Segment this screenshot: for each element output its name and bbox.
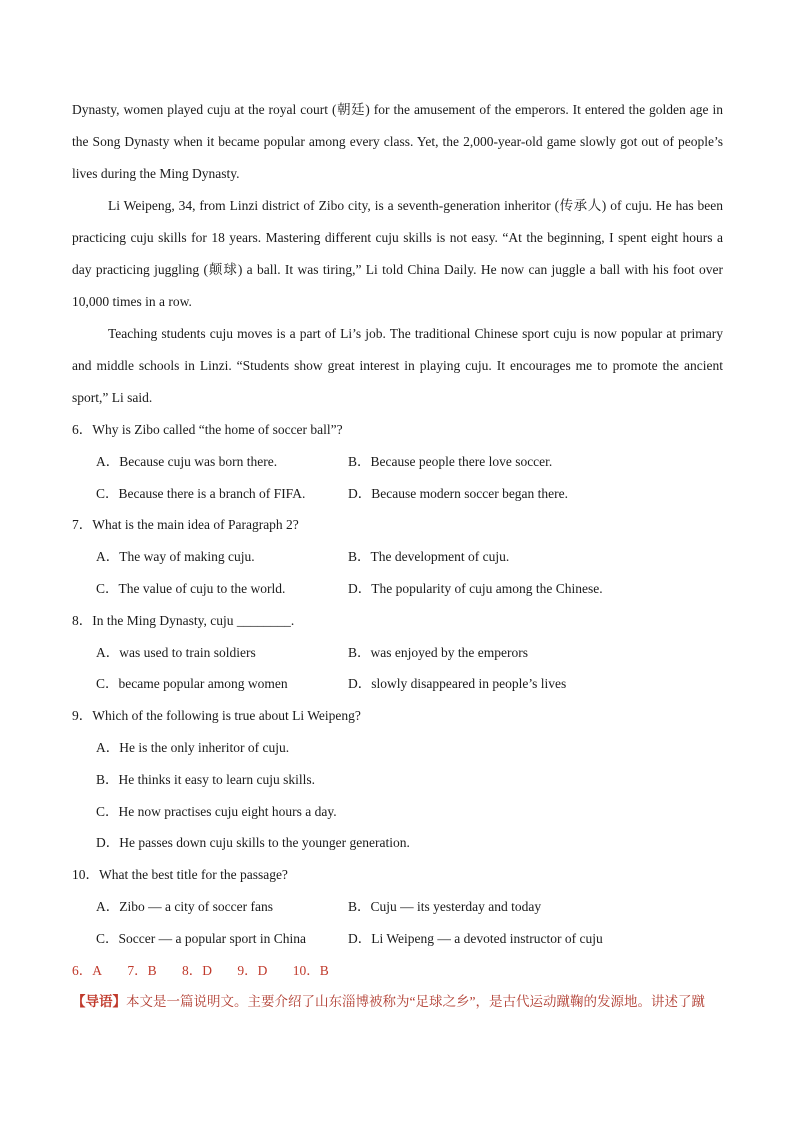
option-b[interactable]: B．Cuju — its yesterday and today: [348, 898, 542, 914]
passage-paragraph-2: Li Weipeng, 34, from Linzi district of Zibo city, is a seventh-generation inheritor (传承人) of cuju. He has been practicing cuju skills for 18 years. Mastering different cuju skills is not easy. “At the beginning, I spent eight hours a day practicing juggling (颠球) a ball. It was tiring,” Li told China Daily. He now can juggle a ball with his foot over 10,000 times in a row.: [72, 198, 723, 309]
question-7: [72, 509, 723, 604]
question-stem: 7．What is the main idea of Paragraph 2?: [72, 517, 299, 533]
question-8: [72, 605, 723, 700]
option-c[interactable]: C．The value of cuju to the world.: [96, 580, 286, 596]
passage-paragraph-1: Dynasty, women played cuju at the royal court (朝廷) for the amusement of the emperors. It entered the golden age in the Song Dynasty when it became popular among every class. Yet, the 2,000-year-old game slowly got out of people’s lives during the Ming Dynasty.: [72, 102, 723, 181]
option-a[interactable]: A．Zibo — a city of soccer fans: [96, 898, 273, 914]
option-c[interactable]: C．became popular among women: [96, 676, 288, 692]
guide-paragraph: [72, 986, 723, 1018]
question-stem: 10．What the best title for the passage?: [72, 867, 288, 883]
question-stem: 8．In the Ming Dynasty, cuju ________.: [72, 612, 295, 628]
answer-10: 10．B: [292, 962, 329, 978]
options-row: [72, 891, 723, 923]
answer-6: 6．A: [72, 962, 102, 978]
passage-paragraph-3: Teaching students cuju moves is a part of Li’s job. The traditional Chinese sport cuju is now popular at primary and middle schools in Linzi. “Students show great interest in playing cuju. It encourages me to promote the ancient sport,” Li said.: [72, 326, 723, 405]
option-d[interactable]: D．Because modern soccer began there.: [348, 485, 569, 501]
option-a[interactable]: A．The way of making cuju.: [96, 549, 255, 565]
options-row: [72, 668, 723, 700]
answer-key: [72, 955, 723, 987]
options-row: [72, 446, 723, 478]
option-b[interactable]: B．He thinks it easy to learn cuju skills.: [96, 771, 315, 787]
document-page: [72, 94, 723, 1018]
option-b[interactable]: B．The development of cuju.: [348, 549, 510, 565]
question-10: [72, 859, 723, 954]
options-row: [72, 923, 723, 955]
question-stem: 6．Why is Zibo called “the home of soccer ball”?: [72, 422, 343, 437]
guide-tag: 【导语】: [72, 994, 126, 1010]
option-c[interactable]: C．He now practises cuju eight hours a day.: [96, 803, 337, 819]
answer-8: 8．D: [182, 962, 213, 978]
option-c[interactable]: C．Because there is a branch of FIFA.: [96, 485, 306, 501]
option-d[interactable]: D．He passes down cuju skills to the younger generation.: [96, 835, 410, 851]
guide-text: 本文是一篇说明文。主要介绍了山东淄博被称为“足球之乡”，是古代运动蹴鞠的发源地。讲述了蹴: [126, 994, 705, 1010]
option-d[interactable]: D．slowly disappeared in people’s lives: [348, 676, 567, 692]
option-d[interactable]: D．The popularity of cuju among the Chinese.: [348, 580, 603, 596]
question-6: [72, 414, 723, 509]
question-9: [72, 700, 723, 859]
answer-9: 9．D: [237, 962, 268, 978]
option-a[interactable]: A．Because cuju was born there.: [96, 453, 278, 469]
options-row: [72, 541, 723, 573]
answer-7: 7．B: [127, 962, 157, 978]
options-row: [72, 573, 723, 605]
options-row: [72, 637, 723, 669]
option-b[interactable]: B．was enjoyed by the emperors: [348, 644, 528, 660]
options-row: [72, 478, 723, 510]
option-b[interactable]: B．Because people there love soccer.: [348, 453, 553, 469]
option-a[interactable]: A．was used to train soldiers: [96, 644, 256, 660]
option-a[interactable]: A．He is the only inheritor of cuju.: [96, 739, 290, 755]
option-d[interactable]: D．Li Weipeng — a devoted instructor of cuju: [348, 930, 603, 946]
question-stem: 9．Which of the following is true about Li Weipeng?: [72, 708, 361, 724]
option-c[interactable]: C．Soccer — a popular sport in China: [96, 930, 306, 946]
